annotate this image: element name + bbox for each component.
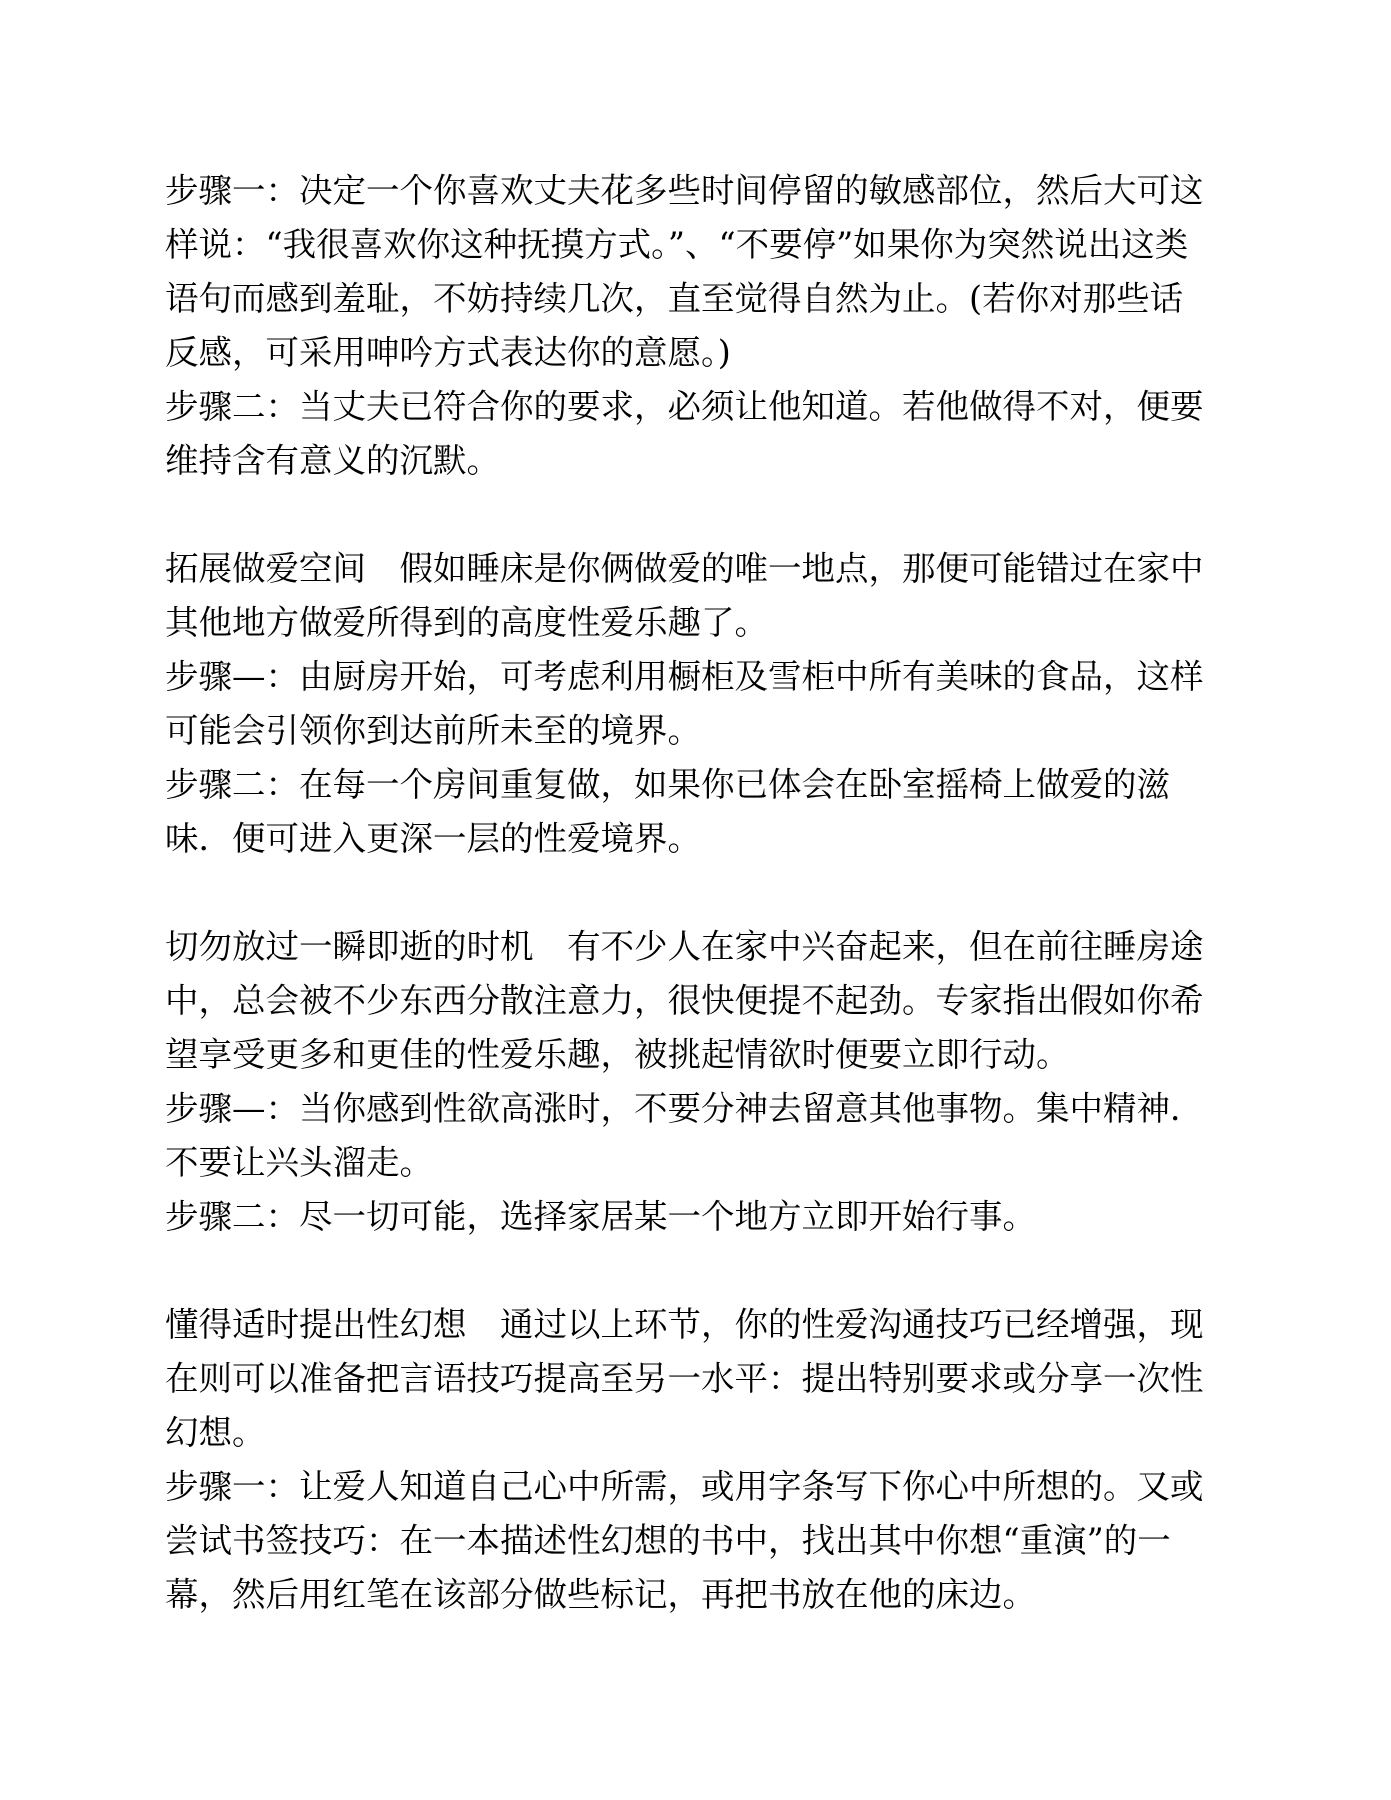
section-heading-line: 懂得适时提出性幻想 通过以上环节，你的性爱沟通技巧已经增强，现 [165, 1305, 1204, 1344]
text-line: 步骤二：尽一切可能，选择家居某一个地方立即开始行事。 [165, 1197, 1036, 1236]
text-line: 语句而感到羞耻，不妨持续几次，直至觉得自然为止。(若你对那些话 [165, 279, 1184, 318]
text-line: 不要让兴头溜走。 [165, 1143, 433, 1182]
text-line: 望享受更多和更佳的性爱乐趣，被挑起情欲时便要立即行动。 [165, 1035, 1070, 1074]
section-heading-line: 拓展做爱空间 假如睡床是你俩做爱的唯一地点，那便可能错过在家中 [165, 549, 1204, 588]
text-line: 幕，然后用红笔在该部分做些标记，再把书放在他的床边。 [165, 1575, 1036, 1614]
text-line: 幻想。 [165, 1413, 266, 1452]
text-line: 步骤—：由厨房开始，可考虑利用橱柜及雪柜中所有美味的食品，这样 [165, 657, 1204, 696]
text-line: 其他地方做爱所得到的高度性爱乐趣了。 [165, 603, 768, 642]
text-line: 步骤一：决定一个你喜欢丈夫花多些时间停留的敏感部位，然后大可这 [165, 171, 1204, 210]
text-line: 味．便可进入更深一层的性爱境界。 [165, 819, 701, 858]
text-line: 在则可以准备把言语技巧提高至另一水平：提出特别要求或分享一次性 [165, 1359, 1204, 1398]
text-line: 样说：“我很喜欢你这种抚摸方式。”、“不要停”如果你为突然说出这类 [165, 225, 1189, 264]
text-line: 维持含有意义的沉默。 [165, 441, 500, 480]
text-line: 步骤二：在每一个房间重复做，如果你已体会在卧室摇椅上做爱的滋 [165, 765, 1170, 804]
text-line: 反感，可采用呻吟方式表达你的意愿。) [165, 333, 731, 372]
section-heading-line: 切勿放过一瞬即逝的时机 有不少人在家中兴奋起来，但在前往睡房途 [165, 927, 1204, 966]
text-line: 可能会引领你到达前所未至的境界。 [165, 711, 701, 750]
text-line: 中，总会被不少东西分散注意力，很快便提不起劲。专家指出假如你希 [165, 981, 1204, 1020]
text-line: 步骤一：让爱人知道自己心中所需，或用字条写下你心中所想的。又或 [165, 1467, 1204, 1506]
text-line: 尝试书签技巧：在一本描述性幻想的书中，找出其中你想“重演”的一 [165, 1521, 1171, 1560]
text-line: 步骤二：当丈夫已符合你的要求，必须让他知道。若他做得不对，便要 [165, 387, 1204, 426]
text-line: 步骤—：当你感到性欲高涨时，不要分神去留意其他事物。集中精神． [165, 1089, 1204, 1128]
